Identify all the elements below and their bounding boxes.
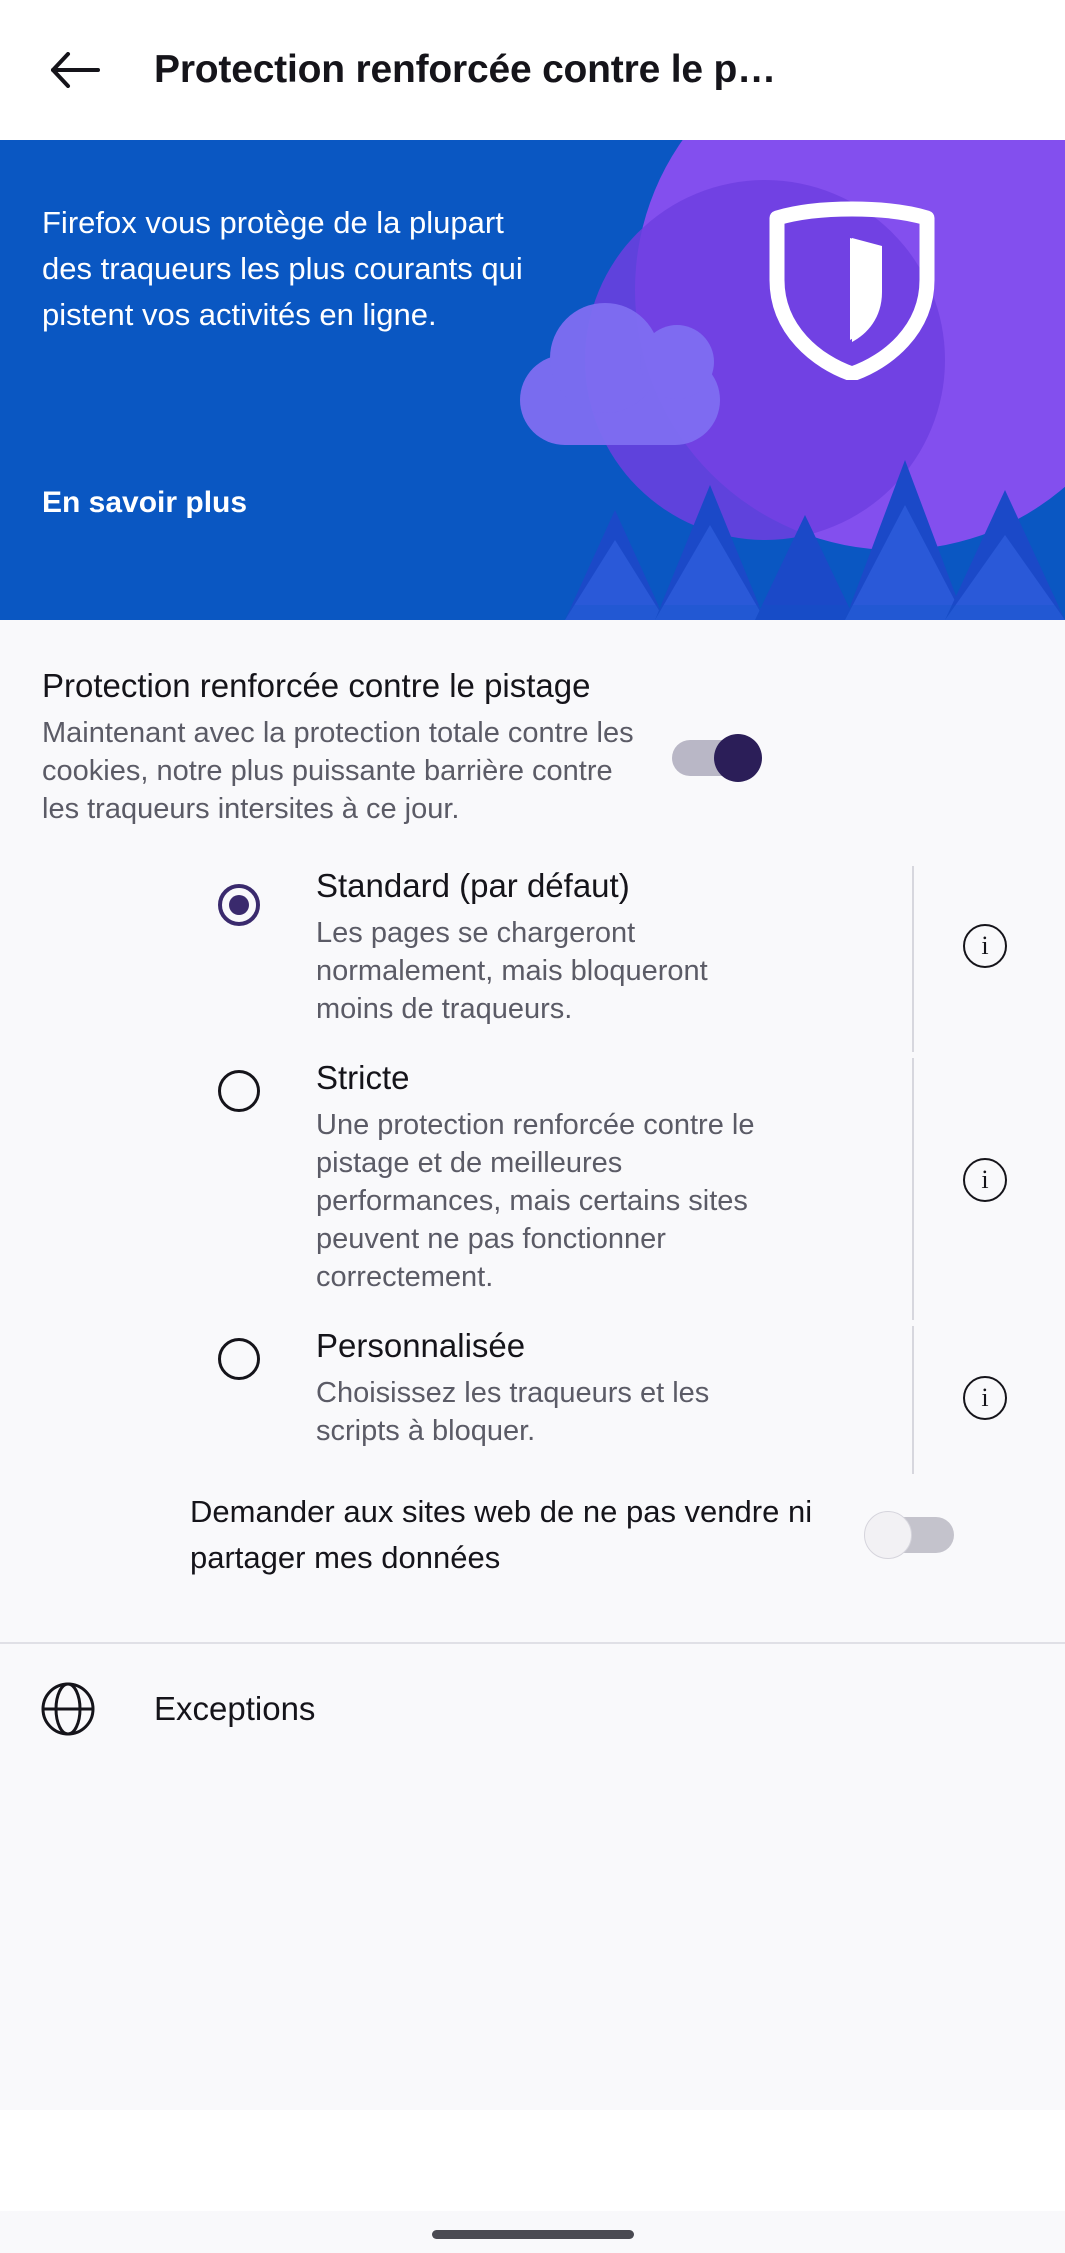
info-icon-standard[interactable]: i	[963, 924, 1007, 968]
do-not-sell-toggle[interactable]	[870, 1517, 954, 1553]
option-divider	[912, 1326, 914, 1474]
home-gesture-handle[interactable]	[432, 2230, 634, 2239]
option-divider	[912, 866, 914, 1052]
radio-custom[interactable]	[218, 1338, 260, 1380]
hero-description: Firefox vous protège de la plupart des traqueurs les plus courants qui pistent vos activités en ligne.	[42, 205, 523, 332]
page-title: Protection renforcée contre le p…	[154, 48, 776, 91]
do-not-sell-label: Demander aux sites web de ne pas vendre ni partager mes données	[190, 1494, 813, 1575]
option-strict-texts	[212, 1058, 772, 1296]
info-icon-strict[interactable]: i	[963, 1158, 1007, 1202]
exceptions-label: Exceptions	[154, 1690, 316, 1727]
learn-more-link[interactable]: En savoir plus	[42, 486, 248, 519]
option-strict[interactable]	[0, 1058, 1065, 1326]
settings-content	[0, 620, 1065, 2110]
arrow-left-icon	[50, 52, 100, 88]
option-custom-description: Choisissez les traqueurs et les scripts à bloquer.	[316, 1377, 710, 1447]
exceptions-row[interactable]	[0, 1644, 1065, 1774]
app-bar	[0, 0, 1065, 140]
etp-title: Protection renforcée contre le pistage	[42, 667, 591, 704]
globe-icon	[40, 1681, 96, 1737]
back-button[interactable]	[40, 35, 110, 105]
do-not-sell-toggle-knob	[864, 1511, 912, 1559]
option-standard-title: Standard (par défaut)	[316, 867, 630, 904]
radio-strict[interactable]	[218, 1070, 260, 1112]
option-divider	[912, 1058, 914, 1320]
option-custom-texts	[212, 1326, 772, 1450]
option-standard-description: Les pages se chargeront normalement, mais bloqueront moins de traqueurs.	[316, 917, 708, 1025]
option-strict-description: Une protection renforcée contre le pistage et de meilleures performances, mais certains sites peuvent ne pas fonctionner correctement.	[316, 1109, 755, 1293]
etp-text-group	[42, 664, 642, 828]
forest-illustration	[505, 390, 1065, 620]
etp-toggle-knob	[714, 734, 762, 782]
option-custom-title: Personnalisée	[316, 1327, 526, 1364]
etp-description: Maintenant avec la protection totale contre les cookies, notre plus puissante barrière contre les traqueurs intersites à ce jour.	[42, 717, 634, 825]
option-standard[interactable]	[0, 866, 1065, 1058]
info-icon-custom[interactable]: i	[963, 1376, 1007, 1420]
system-nav-bar	[0, 2211, 1065, 2253]
etp-preference-row[interactable]	[0, 620, 1065, 828]
protection-level-options	[0, 866, 1065, 1480]
hero-banner	[0, 140, 1065, 620]
etp-toggle[interactable]	[672, 740, 756, 776]
etp-toggle-container	[642, 664, 756, 828]
option-strict-title: Stricte	[316, 1059, 410, 1096]
radio-standard[interactable]	[218, 884, 260, 926]
option-custom[interactable]	[0, 1326, 1065, 1480]
shield-icon	[757, 200, 947, 385]
do-not-sell-row[interactable]	[0, 1480, 1065, 1590]
option-standard-texts	[212, 866, 772, 1028]
do-not-sell-toggle-container	[850, 1517, 954, 1553]
